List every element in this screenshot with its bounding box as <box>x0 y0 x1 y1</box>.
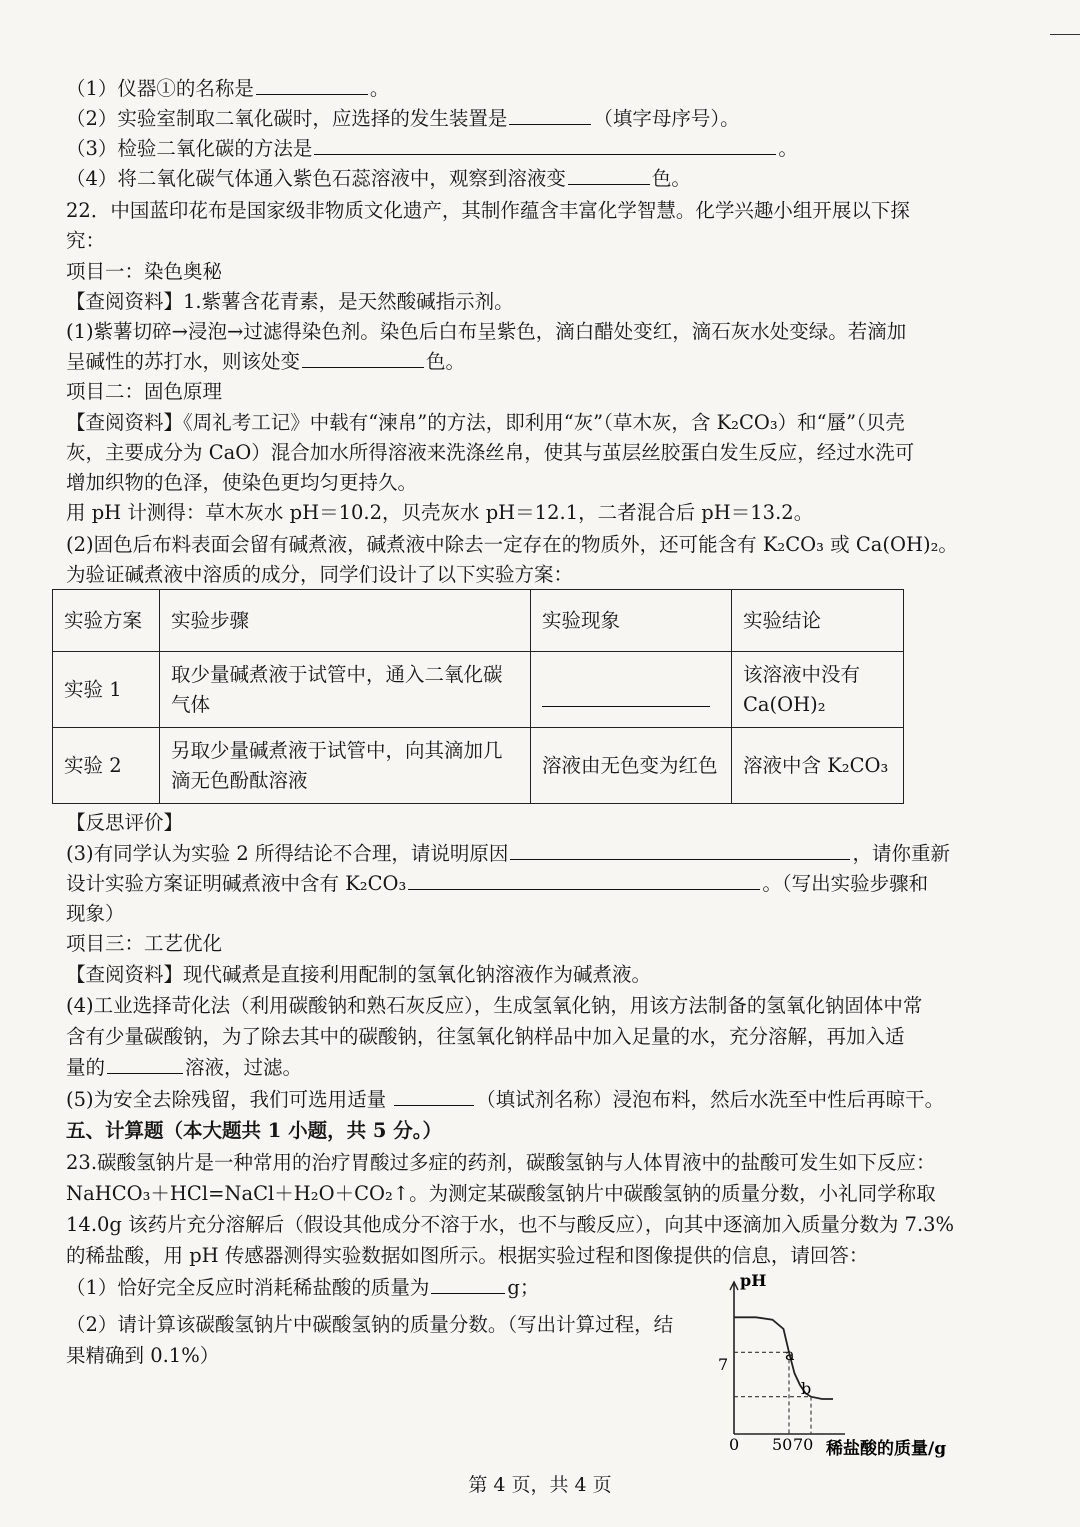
ph-chart <box>700 1268 990 1463</box>
page-footer: 第 4 页，共 4 页 <box>468 1474 612 1496</box>
answer-blank[interactable] <box>431 1275 505 1294</box>
table-cell: 溶液由无色变为红色 <box>531 728 732 804</box>
q23-line4: 的稀盐酸，用 pH 传感器测得实验数据如图所示。根据实验过程和图像提供的信息，请回答： <box>66 1244 869 1267</box>
table-header: 实验现象 <box>531 590 732 652</box>
ph-curve <box>734 1317 833 1399</box>
table-cell: 溶液中含 K₂CO₃ <box>732 728 904 804</box>
q3-line2: 设计实验方案证明碱煮液中含有 K₂CO₃ 。（写出实验步骤和 <box>66 872 929 895</box>
q23-sub1: （1）恰好完全反应时消耗稀盐酸的质量为 g； <box>66 1276 540 1299</box>
answer-blank[interactable] <box>542 688 710 707</box>
table-row <box>53 652 904 728</box>
prev-q3: （3）检验二氧化碳的方法是 。 <box>66 137 798 160</box>
x-axis-label: 稀盐酸的质量/g <box>826 1439 947 1459</box>
table-cell: 另取少量碱煮液于试管中，向其滴加几滴无色酚酞溶液 <box>160 728 531 804</box>
table-cell: 该溶液中没有 Ca(OH)₂ <box>732 652 904 728</box>
p1-line2: 呈碱性的苏打水，则该处变 色。 <box>66 350 466 373</box>
q4-line3: 量的 溶液，过滤。 <box>66 1056 303 1079</box>
p2-info1: 【查阅资料】《周礼考工记》中载有“湅帛”的方法，即利用“灰”（草木灰，含 K₂CO₃）和“蜃”（贝壳 <box>66 411 905 434</box>
p2-ph: 用 pH 计测得：草木灰水 pH＝10.2，贝壳灰水 pH＝12.1，二者混合后 pH＝13.2。 <box>66 501 814 524</box>
q22-intro-2: 究： <box>66 229 106 252</box>
page-corner-mark <box>1050 34 1080 35</box>
prev-q1: （1）仪器①的名称是 。 <box>66 77 390 100</box>
project1-title: 项目一：染色奥秘 <box>66 260 223 283</box>
x-tick-label: 50 <box>772 1435 793 1454</box>
q3-line1: (3)有同学认为实验 2 所得结论不合理，请说明原因 ，请你重新 <box>66 842 950 865</box>
table-cell-answer[interactable] <box>531 652 732 728</box>
p2-info2: 灰，主要成分为 CaO）混合加水所得溶液来洗涤丝帛，使其与茧层丝胶蛋白发生反应，经过水洗可 <box>66 441 915 464</box>
q23-line3: 14.0g 该药片充分溶解后（假设其他成分不溶于水，也不与酸反应），向其中逐滴加入质量分数为 7.3% <box>66 1213 955 1236</box>
answer-blank[interactable] <box>510 841 850 860</box>
q23-sub2-1: （2）请计算该碳酸氢钠片中碳酸氢钠的质量分数。（写出计算过程，结 <box>66 1313 674 1336</box>
q23-line2: NaHCO₃＋HCl=NaCl＋H₂O＋CO₂↑。为测定某碳酸氢钠片中碳酸氢钠的质量分数，小礼同学称取 <box>66 1182 936 1205</box>
table-header: 实验步骤 <box>160 590 531 652</box>
table-cell: 实验 2 <box>53 728 160 804</box>
p2-info3: 增加织物的色泽，使染色更均匀更持久。 <box>66 471 418 494</box>
answer-blank[interactable] <box>509 106 591 125</box>
experiment-table <box>52 589 904 804</box>
q3-line3: 现象） <box>66 902 125 925</box>
origin-label: 0 <box>729 1435 740 1454</box>
q4-line2: 含有少量碳酸钠，为了除去其中的碳酸钠，往氢氧化钠样品中加入足量的水，充分溶解，再加入适 <box>66 1025 905 1048</box>
table-cell: 取少量碱煮液于试管中，通入二氧化碳气体 <box>160 652 531 728</box>
y-tick-label: 7 <box>718 1355 729 1374</box>
prev-q4: （4）将二氧化碳气体通入紫色石蕊溶液中，观察到溶液变 色。 <box>66 167 691 190</box>
project1-info: 【查阅资料】1.紫薯含花青素，是天然酸碱指示剂。 <box>66 290 514 313</box>
answer-blank[interactable] <box>107 1055 183 1074</box>
p2-q2-1: (2)固色后布料表面会留有碱煮液，碱煮液中除去一定存在的物质外，还可能含有 K₂CO₃ 或 Ca(OH)₂。 <box>66 533 958 556</box>
q23-sub2-2: 果精确到 0.1%） <box>66 1344 220 1367</box>
answer-blank[interactable] <box>408 871 760 890</box>
project3-title: 项目三：工艺优化 <box>66 932 223 955</box>
table-row <box>53 728 904 804</box>
answer-blank[interactable] <box>394 1087 474 1106</box>
table-header-row <box>53 590 904 652</box>
q5-line: (5)为安全去除残留，我们可选用适量 （填试剂名称）浸泡布料，然后水洗至中性后再晾干。 <box>66 1088 945 1111</box>
table-cell: 实验 1 <box>53 652 160 728</box>
point-label-a: a <box>785 1345 795 1364</box>
p2-q2-2: 为验证碱煮液中溶质的成分，同学们设计了以下实验方案： <box>66 563 574 586</box>
project3-info: 【查阅资料】现代碱煮是直接利用配制的氢氧化钠溶液作为碱煮液。 <box>66 963 652 986</box>
answer-blank[interactable] <box>302 349 424 368</box>
answer-blank[interactable] <box>256 76 368 95</box>
table-header: 实验结论 <box>732 590 904 652</box>
table-header: 实验方案 <box>53 590 160 652</box>
y-axis-label: pH <box>740 1271 767 1290</box>
answer-blank[interactable] <box>568 166 650 185</box>
q23-line1: 23.碳酸氢钠片是一种常用的治疗胃酸过多症的药剂，碳酸氢钠与人体胃液中的盐酸可发生如下反应： <box>66 1151 936 1174</box>
p1-line1: (1)紫薯切碎→浸泡→过滤得染色剂。染色后白布呈紫色，滴白醋处变红，滴石灰水处变绿。若滴加 <box>66 320 907 343</box>
q4-line1: (4)工业选择苛化法（利用碳酸钠和熟石灰反应），生成氢氧化钠，用该方法制备的氢氧化钠固体中常 <box>66 994 923 1017</box>
project2-title: 项目二：固色原理 <box>66 380 223 403</box>
prev-q2: （2）实验室制取二氧化碳时，应选择的发生装置是 （填字母序号）。 <box>66 107 740 130</box>
answer-blank[interactable] <box>314 136 776 155</box>
point-label-b: b <box>801 1379 812 1398</box>
x-tick-label: 70 <box>793 1435 814 1454</box>
reflect-title: 【反思评价】 <box>66 811 184 834</box>
q22-intro-1: 22．中国蓝印花布是国家级非物质文化遗产，其制作蕴含丰富化学智慧。化学兴趣小组开展以下探 <box>66 199 910 222</box>
section-5-heading: 五、计算题（本大题共 1 小题，共 5 分。） <box>66 1119 443 1142</box>
